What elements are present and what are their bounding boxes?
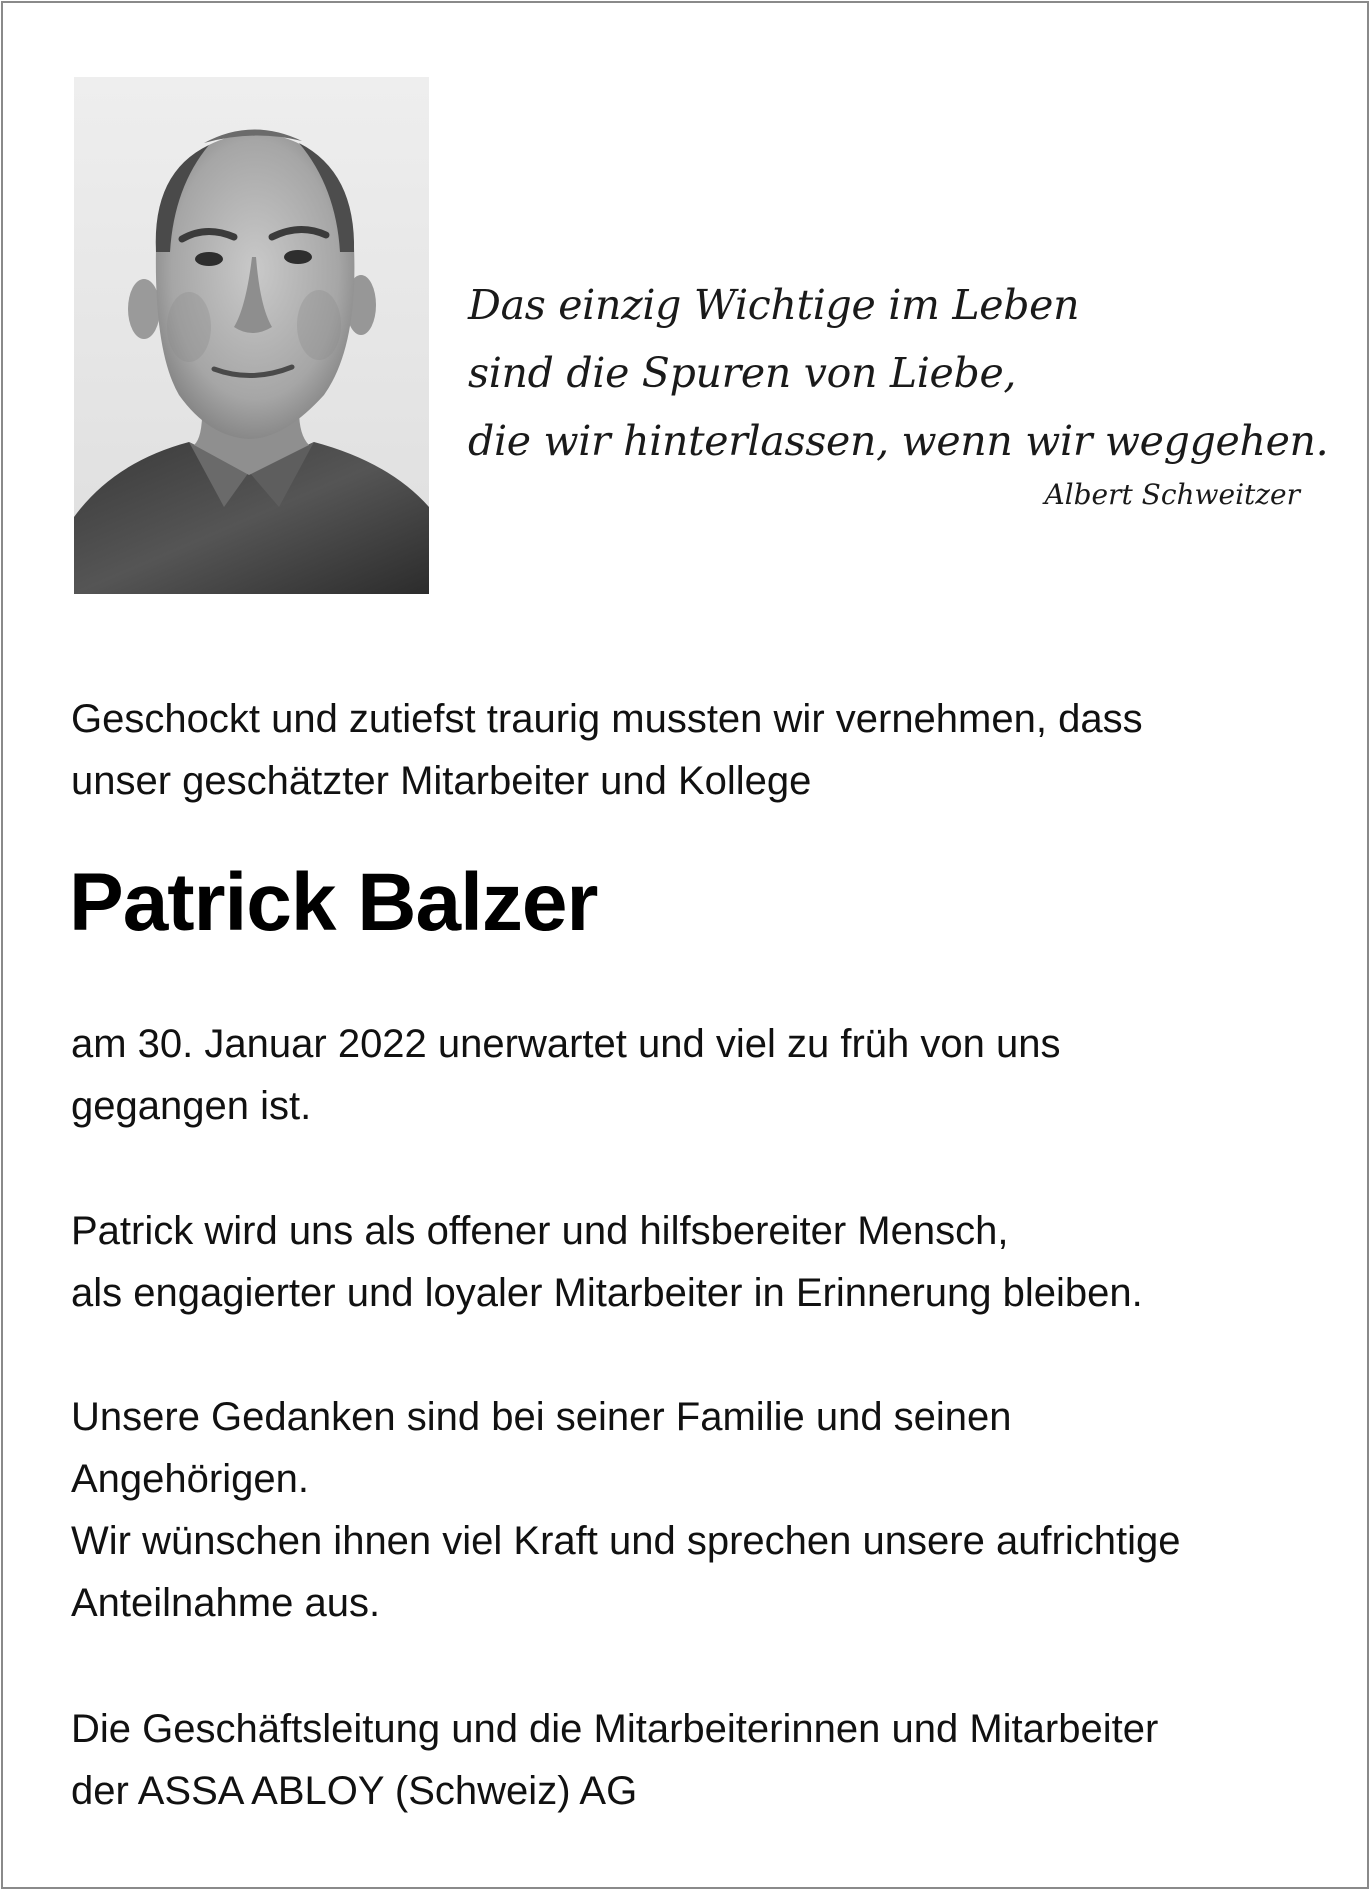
quote-line: die wir hinterlassen, wenn wir weggehen. xyxy=(468,417,1329,465)
thoughts-line: Wir wünschen ihnen viel Kraft und sprechen unsere aufrichtige xyxy=(71,1519,1181,1563)
date-line: am 30. Januar 2022 unerwartet und viel zu früh von uns xyxy=(71,1022,1061,1066)
memory-line: als engagierter und loyaler Mitarbeiter in Erinnerung bleiben. xyxy=(71,1271,1143,1315)
memory-paragraph xyxy=(71,1200,1321,1324)
intro-paragraph xyxy=(71,688,1321,812)
intro-line: Geschockt und zutiefst traurig mussten wir vernehmen, dass xyxy=(71,697,1143,741)
quote-author: Albert Schweitzer xyxy=(1044,478,1300,511)
thoughts-line: Anteilnahme aus. xyxy=(71,1581,381,1625)
deceased-name: Patrick Balzer xyxy=(69,857,598,948)
thoughts-paragraph xyxy=(71,1386,1321,1634)
portrait-illustration xyxy=(74,77,429,594)
date-line: gegangen ist. xyxy=(71,1084,312,1128)
signature-line: Die Geschäftsleitung und die Mitarbeiterinnen und Mitarbeiter xyxy=(71,1707,1159,1751)
signature-line: der ASSA ABLOY (Schweiz) AG xyxy=(71,1769,638,1813)
quote-block xyxy=(468,271,1329,515)
portrait-photo xyxy=(74,77,429,594)
memory-line: Patrick wird uns als offener und hilfsbereiter Mensch, xyxy=(71,1209,1009,1253)
intro-line: unser geschätzter Mitarbeiter und Kollege xyxy=(71,759,812,803)
signature-paragraph xyxy=(71,1698,1321,1822)
obituary-card xyxy=(1,1,1369,1889)
quote-line: Das einzig Wichtige im Leben xyxy=(468,281,1080,329)
thoughts-line: Unsere Gedanken sind bei seiner Familie und seinen xyxy=(71,1395,1012,1439)
quote-line: sind die Spuren von Liebe, xyxy=(468,349,1017,397)
thoughts-line: Angehörigen. xyxy=(71,1457,309,1501)
date-paragraph xyxy=(71,1013,1321,1137)
